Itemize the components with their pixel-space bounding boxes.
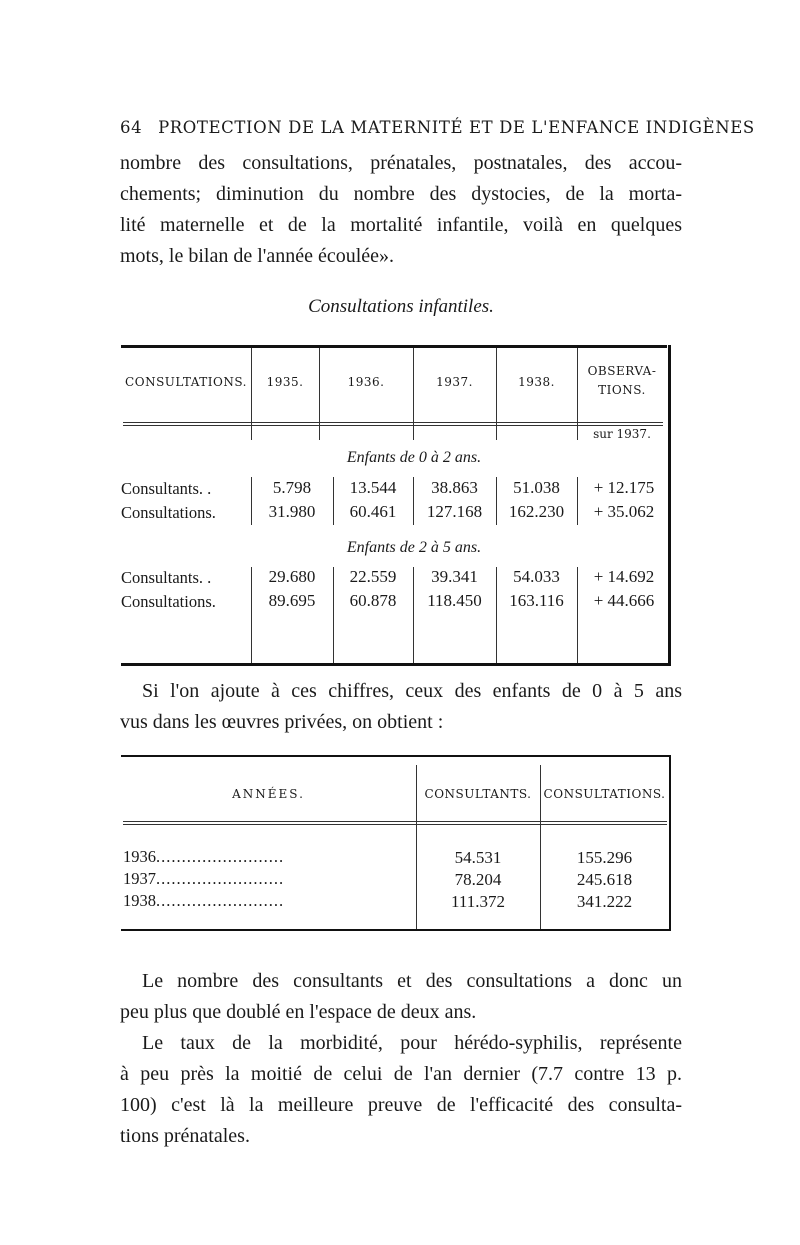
table-cell: 245.618 [576, 870, 633, 889]
table-cell: 39.341 [431, 567, 478, 586]
table-cell: 162.230 [508, 502, 565, 521]
column-header-line: TIONS. [598, 383, 646, 397]
table-cell: 78.204 [454, 870, 502, 889]
paragraph-addition [120, 676, 682, 738]
paragraph-intro [120, 148, 682, 272]
table-border-top [121, 345, 667, 348]
row-label: Consultations. [121, 503, 216, 522]
table-cell: 118.450 [427, 591, 482, 610]
column-header: CONSULTANTS. [424, 787, 532, 801]
header-rule [123, 821, 667, 822]
header-rule [123, 422, 663, 423]
table-border-top [121, 755, 669, 757]
header-rule [123, 425, 663, 426]
table-cell: 111.372 [451, 892, 505, 911]
column-header [577, 362, 667, 400]
table-cell: + 44.666 [593, 591, 655, 610]
text-line: chements; diminution du nombre des dystocies, de la morta- [120, 183, 682, 205]
paragraph-conclusion [120, 966, 682, 1152]
table-cell: 163.116 [509, 591, 564, 610]
column-header: CONSULTATIONS. [125, 375, 247, 389]
group-title: Enfants de 0 à 2 ans. [346, 449, 482, 466]
text-line: lité maternelle et de la mortalité infantile, voilà en quelques [120, 214, 682, 236]
table-cell: 31.980 [268, 502, 316, 521]
table-border-bottom [121, 929, 671, 931]
observations-note: sur 1937. [593, 427, 651, 441]
table-cell: 38.863 [431, 478, 478, 497]
header-rule [123, 824, 667, 825]
row-label: Consultations. [121, 592, 216, 611]
text-line: à peu près la moitié de celui de l'an dernier (7.7 contre 13 p. [120, 1063, 682, 1085]
column-rule [319, 348, 320, 440]
table-cell: 54.033 [513, 567, 560, 586]
table-cell: + 35.062 [593, 502, 655, 521]
private-works-table [121, 755, 669, 931]
table-cell: 60.461 [349, 502, 397, 521]
column-header-line: OBSERVA- [587, 364, 657, 378]
column-header: 1938. [518, 375, 555, 389]
table-caption: Consultations infantiles. [308, 296, 494, 317]
group-title: Enfants de 2 à 5 ans. [346, 539, 482, 556]
text-line: vus dans les œuvres privées, on obtient : [120, 711, 444, 733]
text-line: tions prénatales. [120, 1125, 250, 1147]
column-header: CONSULTATIONS. [543, 787, 666, 801]
table-cell: 60.878 [349, 591, 397, 610]
table-cell: 54.531 [454, 848, 502, 867]
text-line: Si l'on ajoute à ces chiffres, ceux des enfants de 0 à 5 ans [142, 680, 682, 702]
table-cell: 22.559 [349, 567, 397, 586]
table-cell: 127.168 [426, 502, 483, 521]
table-cell: 89.695 [268, 591, 316, 610]
running-title: PROTECTION DE LA MATERNITÉ ET DE L'ENFANCE INDIGÈNES [158, 118, 755, 137]
table-cell: 5.798 [272, 478, 312, 497]
table-cell: 341.222 [576, 892, 633, 911]
column-rule [251, 348, 252, 440]
column-header: 1936. [347, 375, 385, 389]
year-cell: 1938 [123, 891, 156, 910]
text-line: mots, le bilan de l'année écoulée». [120, 245, 395, 267]
row-label: Consultants. . [121, 568, 212, 587]
table-cell: 155.296 [576, 848, 633, 867]
table-cell: 13.544 [349, 478, 397, 497]
table-cell: + 12.175 [593, 478, 655, 497]
year-cell: 1937 [123, 869, 156, 888]
table-row [123, 847, 284, 867]
infant-consultations-table [121, 345, 667, 666]
column-rule [496, 348, 497, 440]
text-line: 100) c'est là la meilleure preuve de l'efficacité des consulta- [120, 1094, 682, 1116]
text-line: Le taux de la morbidité, pour hérédo-syphilis, représente [142, 1032, 682, 1054]
row-label: Consultants. . [121, 479, 212, 498]
dot-leader: ......................... [156, 869, 285, 888]
text-line: peu plus que doublé en l'espace de deux ans. [120, 1001, 477, 1023]
running-head [120, 118, 755, 137]
table-cell: 29.680 [268, 567, 316, 586]
table-border-bottom [121, 663, 671, 666]
dot-leader: ......................... [156, 891, 285, 910]
year-cell: 1936 [123, 847, 156, 866]
text-line: nombre des consultations, prénatales, postnatales, des accou- [120, 152, 682, 174]
table-cell: 51.038 [513, 478, 560, 497]
column-header: 1935. [266, 375, 304, 389]
table-cell: + 14.692 [593, 567, 655, 586]
text-line: Le nombre des consultants et des consultations a donc un [142, 970, 682, 992]
column-header: 1937. [436, 375, 473, 389]
table-row [123, 891, 284, 911]
table-border-right [669, 755, 671, 931]
column-header: ANNÉES. [232, 787, 305, 801]
page-number: 64 [120, 118, 143, 137]
table-row [123, 869, 284, 889]
dot-leader: ......................... [156, 847, 285, 866]
column-rule [413, 348, 414, 440]
